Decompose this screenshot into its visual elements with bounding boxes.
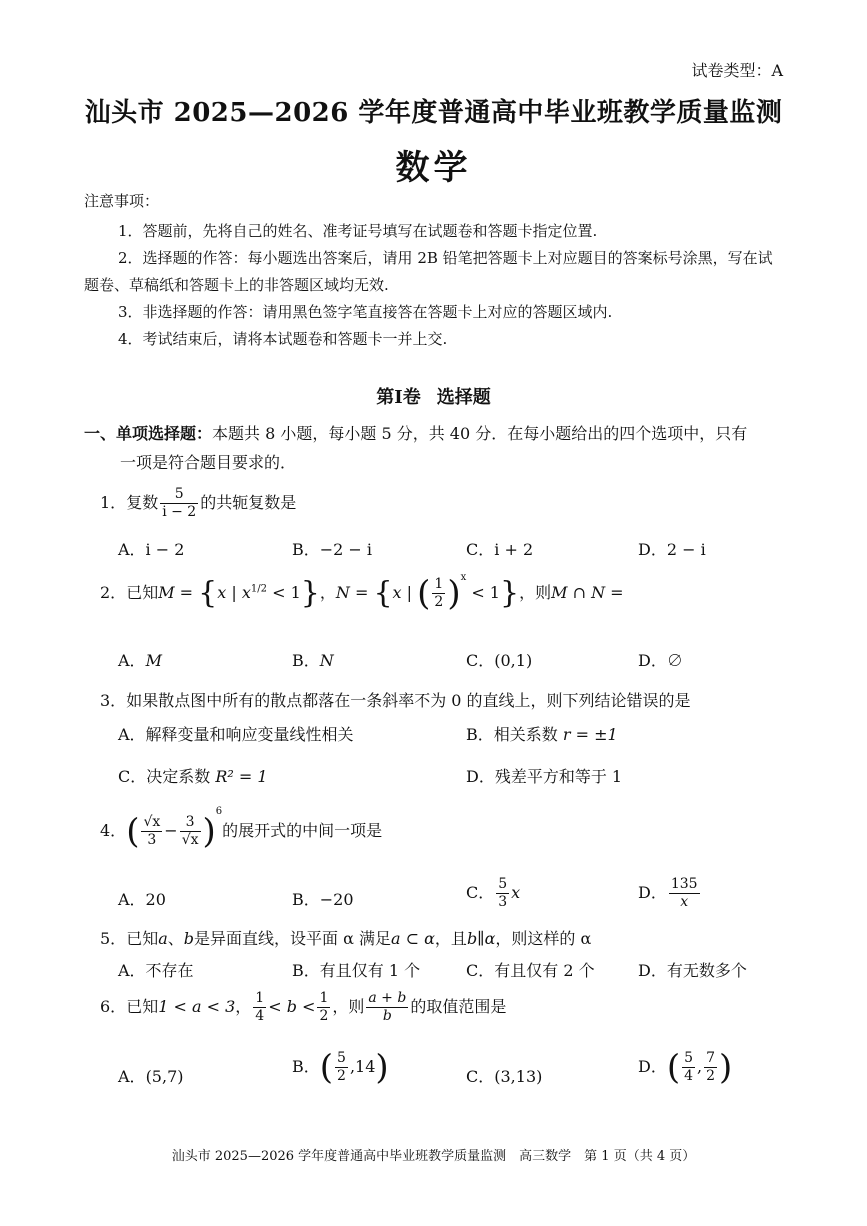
subject-title: 数学 <box>395 148 472 188</box>
q4-frac2-denominator: √x <box>181 832 199 848</box>
q6-frac-half <box>317 990 330 1025</box>
q2-paren-open: ( <box>417 573 431 614</box>
q6-target-denominator: b <box>382 1008 392 1024</box>
q1-option-a: A．i − 2 <box>118 540 185 559</box>
q2-option-b-label: B． <box>292 651 320 670</box>
question-2: 2．已知M = {x | $x^{1/2} < 1$}，N = {x | ( $\frac{1}{2}$ )$^x$ < 1}，则M ∩ N = <box>100 572 624 614</box>
q2-equals: = <box>610 583 624 602</box>
q4-fraction-2 <box>180 814 201 849</box>
question-4 <box>100 806 383 852</box>
q5-option-d: D．有无数多个 <box>638 961 747 980</box>
q4-option-c-denominator: 3 <box>498 894 508 910</box>
q6-post: 的取值范围是 <box>410 997 507 1016</box>
q6-option-b-fraction <box>335 1050 348 1085</box>
q2-post: ，则 <box>519 583 552 602</box>
notice-item-1: 1．答题前，先将自己的姓名、准考证号填写在试题卷和答题卡指定位置. <box>118 222 598 240</box>
q5-text-3: ，且 <box>434 929 467 948</box>
q5-text-1: 已知 <box>126 929 159 948</box>
q2-brace-close-2: } <box>499 575 520 611</box>
q5-option-b: B．有且仅有 1 个 <box>292 961 421 980</box>
q6-option-c-label: C． <box>466 1067 495 1086</box>
paper-type-label: 试卷类型：A <box>691 61 783 80</box>
q6-quarter-denominator: 4 <box>255 1008 265 1024</box>
q6-option-b-label: B． <box>292 1057 320 1076</box>
part-one-instructions <box>84 419 786 477</box>
q3-option-b-expr: r = ±1 <box>562 725 618 744</box>
q2-brace-open-2: { <box>373 575 393 611</box>
q5-line-a: a <box>158 929 168 948</box>
q4-paren-open: ( <box>126 811 140 852</box>
q6-option-d-fraction-2 <box>704 1050 717 1085</box>
q6-option-b <box>292 1047 389 1088</box>
q4-paren-close: ) <box>202 811 216 852</box>
q5-expr-2: b∥α <box>466 929 496 948</box>
q4-minus: − <box>164 821 178 840</box>
question-6 <box>100 990 506 1025</box>
q5-text-2: 是异面直线，设平面 α 满足 <box>194 929 391 948</box>
q6-half-numerator: 1 <box>319 990 329 1006</box>
q5-option-c: C．有且仅有 2 个 <box>466 961 595 980</box>
q2-set1-base: x <box>241 583 251 602</box>
q4-fraction-1 <box>141 814 162 849</box>
section-name: 选择题 <box>436 387 491 408</box>
q2-pre: 已知 <box>126 583 159 602</box>
q6-option-b-denominator: 2 <box>337 1068 346 1084</box>
q3-number: 3． <box>100 691 127 710</box>
q2-brace-open: { <box>198 575 218 611</box>
q4-option-c-fraction <box>496 876 509 911</box>
q2-set2-x: x <box>392 583 402 602</box>
q6-cond-1: 1 < a < 3 <box>158 997 236 1016</box>
q6-comma: ， <box>235 997 252 1016</box>
q5-line-b: b <box>183 929 195 948</box>
q4-post: 的展开式的中间一项是 <box>222 821 383 840</box>
question-3 <box>100 688 691 711</box>
q6-frac-target <box>366 990 408 1025</box>
q5-text-4: ，则这样的 α <box>495 929 592 948</box>
q2-option-a-value: M <box>145 651 162 670</box>
q2-option-d <box>638 648 683 671</box>
q2-option-d-label: D． <box>638 651 667 670</box>
notice-list <box>84 218 786 353</box>
q1-frac-numerator: 5 <box>160 486 198 504</box>
notice-item-3: 3．非选择题的作答：请用黑色签字笔直接答在答题卡上对应的答题区域内. <box>118 303 613 321</box>
q1-frac-denominator: i − 2 <box>162 504 197 520</box>
q1-option-d: D．2 − i <box>638 540 706 559</box>
q2-n-ref: N <box>591 583 606 602</box>
q3-option-a: A．解释变量和响应变量线性相关 <box>118 725 354 744</box>
q2-option-a <box>118 648 162 671</box>
q4-option-d-denominator: x <box>680 894 689 910</box>
q4-frac1-denominator: 3 <box>147 832 157 848</box>
q2-option-c-value: (0,1) <box>494 651 533 670</box>
q3-option-d: D．残差平方和等于 1 <box>466 767 623 786</box>
q4-option-d-numerator: 135 <box>670 876 698 892</box>
q6-option-d-den-1: 4 <box>684 1068 694 1084</box>
q6-option-a-label: A． <box>118 1067 146 1086</box>
q4-option-c-numerator: 5 <box>498 876 508 892</box>
q4-frac2-numerator: 3 <box>180 814 201 832</box>
q4-option-b: B．−20 <box>292 890 354 909</box>
q2-set1-exponent: 1/2 <box>250 583 267 595</box>
q1-option-b: B．−2 − i <box>292 540 373 559</box>
exam-title: 汕头市 2025—2026 学年度普通高中毕业班教学质量监测 <box>84 98 783 128</box>
q3-option-b <box>466 722 618 745</box>
q2-n-symbol: N <box>335 583 350 602</box>
q1-pre: 复数 <box>126 493 159 512</box>
q3-option-c-expr: R² = 1 <box>215 767 268 786</box>
q6-option-c <box>466 1064 542 1087</box>
q2-set1-lt: < 1 <box>272 583 301 602</box>
q6-option-d-num-1: 5 <box>684 1050 694 1066</box>
q2-number: 2． <box>100 583 127 602</box>
q1-number: 1． <box>100 493 127 512</box>
part-one-lead: 一、单项选择题： <box>84 424 213 443</box>
q2-m-symbol: M <box>158 583 175 602</box>
page-footer: 汕头市 2025—2026 学年度普通高中毕业班教学质量监测 高三数学 第 1 页（共 4 页） <box>171 1149 696 1164</box>
q6-option-a-value: (5,7) <box>145 1067 184 1086</box>
q6-option-c-value: (3,13) <box>494 1067 543 1086</box>
q4-number: 4． <box>100 821 127 840</box>
q6-option-b-paren-open: ( <box>319 1047 334 1088</box>
q6-number: 6． <box>100 997 127 1016</box>
q2-option-b-value: N <box>319 651 334 670</box>
q2-half-fraction <box>432 576 445 611</box>
q2-set2-exponent: x <box>460 572 467 583</box>
q6-option-a <box>118 1064 184 1087</box>
q4-option-c-label: C． <box>466 883 495 902</box>
q2-brace-close: } <box>300 575 320 611</box>
q2-half-numerator: 1 <box>434 576 444 592</box>
q4-option-d <box>638 876 702 911</box>
q6-option-b-rest: ,14 <box>349 1057 376 1076</box>
q5-expr-1: a ⊂ α <box>391 929 435 948</box>
q2-set1-x: x <box>217 583 227 602</box>
question-5 <box>100 926 591 949</box>
part-one-text-continued: 一项是符合题目要求的． <box>120 453 297 472</box>
q1-post: 的共轭复数是 <box>200 493 297 512</box>
q6-option-d-paren-close: ) <box>719 1047 733 1088</box>
q2-m-ref: M <box>551 583 568 602</box>
section-part: 第Ⅰ卷 <box>376 387 421 408</box>
q6-option-d-paren-open: ( <box>666 1047 681 1088</box>
q4-option-d-fraction <box>669 876 700 911</box>
notice-title: 注意事项： <box>84 192 160 210</box>
q2-half-denominator: 2 <box>434 594 444 610</box>
notice-item-2: 2．选择题的作答：每小题选出答案后，请用 2B 铅笔把答题卡上对应题目的答案标号涂黑，写在试题卷、草稿纸和答题卡上的非答题区域均无效. <box>84 249 773 294</box>
q4-option-d-label: D． <box>638 883 667 902</box>
q5-option-a: A．不存在 <box>118 961 194 980</box>
q6-option-d-label: D． <box>638 1057 667 1076</box>
q3-text: 如果散点图中所有的散点都落在一条斜率不为 0 的直线上，则下列结论错误的是 <box>126 691 691 710</box>
q6-pre: 已知 <box>126 997 159 1016</box>
q5-sep: 、 <box>167 929 184 948</box>
q1-option-c: C．i + 2 <box>466 540 534 559</box>
section-title <box>0 383 867 409</box>
q6-half-denominator: 2 <box>319 1008 329 1024</box>
q2-option-c-label: C． <box>466 651 495 670</box>
q3-option-b-text: B．相关系数 <box>466 725 558 744</box>
q2-option-a-label: A． <box>118 651 146 670</box>
q4-power: 6 <box>215 806 223 817</box>
q1-fraction <box>160 486 198 521</box>
question-1 <box>100 486 296 521</box>
part-one-text: 本题共 8 小题，每小题 5 分，共 40 分．在每小题给出的四个选项中，只有 <box>212 424 748 443</box>
q4-frac1-numerator: √x <box>143 814 161 830</box>
q6-target-numerator: a + b <box>368 990 407 1006</box>
q6-frac-quarter <box>253 990 266 1025</box>
q2-option-d-value: ∅ <box>666 651 683 670</box>
q2-option-b <box>292 648 334 671</box>
notice-item-4: 4．考试结束后，请将本试题卷和答题卡一并上交. <box>118 330 448 348</box>
q5-number: 5． <box>100 929 127 948</box>
q3-option-c <box>118 764 268 787</box>
q2-paren-close: ) <box>447 573 461 614</box>
q6-then: ，则 <box>332 997 365 1016</box>
q6-b-range: < b < <box>268 997 316 1016</box>
q6-option-b-numerator: 5 <box>337 1050 346 1066</box>
q4-option-a: A．20 <box>118 890 166 909</box>
q6-option-d-fraction-1 <box>682 1050 695 1085</box>
q4-option-c-x: x <box>511 883 521 902</box>
q6-option-d-num-2: 7 <box>706 1050 716 1066</box>
q4-option-c <box>466 876 520 911</box>
q2-option-c <box>466 648 532 671</box>
q6-option-d-den-2: 2 <box>706 1068 716 1084</box>
q6-option-d: D．( $\frac{5}{4}$ , $\frac{7}{2}$ ) <box>638 1047 733 1088</box>
q6-quarter-numerator: 1 <box>255 990 265 1006</box>
q6-option-b-paren-close: ) <box>375 1047 389 1088</box>
q3-option-c-text: C．决定系数 <box>118 767 211 786</box>
q2-set2-lt: < 1 <box>471 583 500 602</box>
